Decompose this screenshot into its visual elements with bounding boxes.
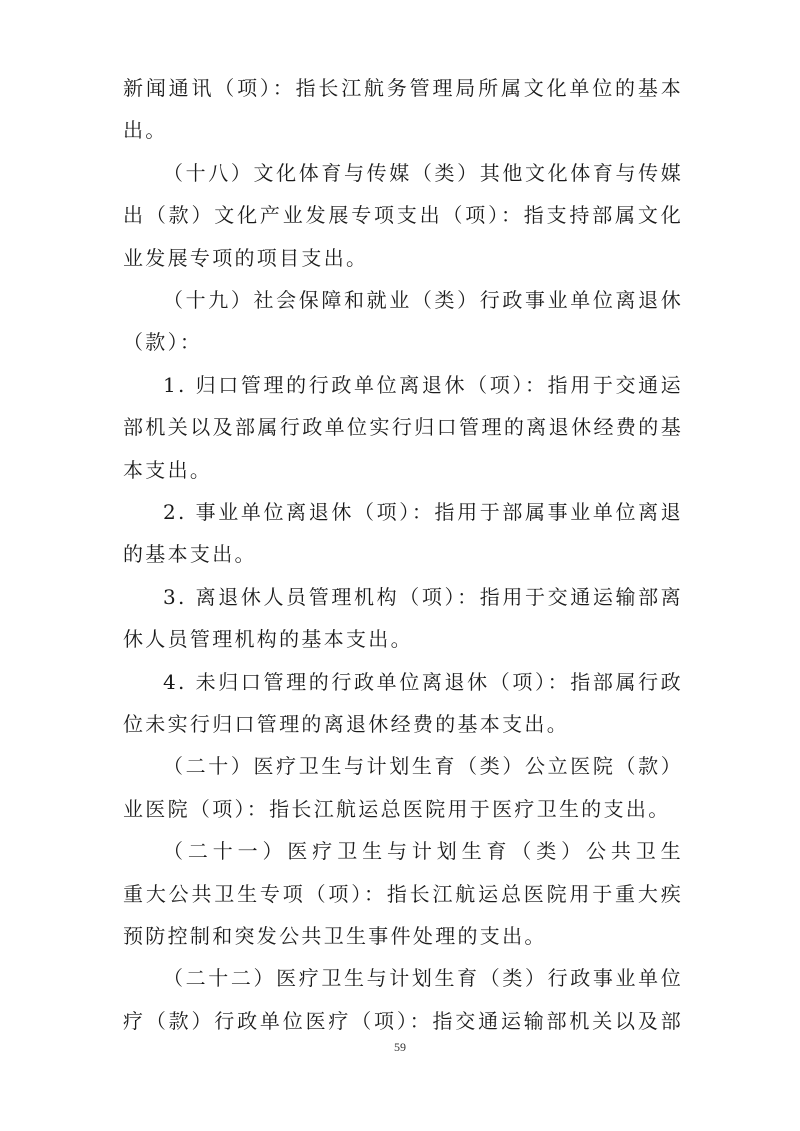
body-line: 疗（款）行政单位医疗（项）：指交通运输部机关以及部 <box>123 1009 683 1033</box>
body-line: 2. 事业单位离退休（项）：指用于部属事业单位离退 <box>163 500 683 524</box>
body-line: （二十）医疗卫生与计划生育（类）公立医院（款） <box>163 754 683 778</box>
body-line: （十八）文化体育与传媒（类）其他文化体育与传媒 <box>163 161 683 185</box>
body-line: 重大公共卫生专项（项）：指长江航运总医院用于重大疾 <box>123 882 683 906</box>
body-line: 4. 未归口管理的行政单位离退休（项）：指部属行政 <box>163 670 683 694</box>
body-line: 业医院（项）：指长江航运总医院用于医疗卫生的支出。 <box>123 797 671 821</box>
body-line: 位未实行归口管理的离退休经费的基本支出。 <box>123 712 569 736</box>
body-line: 出（款）文化产业发展专项支出（项）：指支持部属文化 <box>123 203 683 227</box>
body-line: （十九）社会保障和就业（类）行政事业单位离退休 <box>163 288 683 312</box>
body-line: 休人员管理机构的基本支出。 <box>123 627 413 651</box>
body-line: 新闻通讯（项）：指长江航务管理局所属文化单位的基本 <box>123 76 683 100</box>
body-line: 业发展专项的项目支出。 <box>123 246 369 270</box>
body-line: （二十一）医疗卫生与计划生育（类）公共卫生 <box>163 839 683 863</box>
body-line: 3. 离退休人员管理机构（项）：指用于交通运输部离 <box>163 585 683 609</box>
body-line: （款）： <box>123 330 203 354</box>
body-line: 出。 <box>123 118 168 142</box>
body-line: 本支出。 <box>123 458 213 482</box>
body-line: 部机关以及部属行政单位实行归口管理的离退休经费的基 <box>123 415 683 439</box>
page-number: 59 <box>394 1040 406 1054</box>
body-line: 的基本支出。 <box>123 542 257 566</box>
body-line: （二十二）医疗卫生与计划生育（类）行政事业单位 <box>163 966 683 990</box>
body-line: 1. 归口管理的行政单位离退休（项）：指用于交通运 <box>163 373 683 397</box>
body-line: 预防控制和突发公共卫生事件处理的支出。 <box>123 924 547 948</box>
